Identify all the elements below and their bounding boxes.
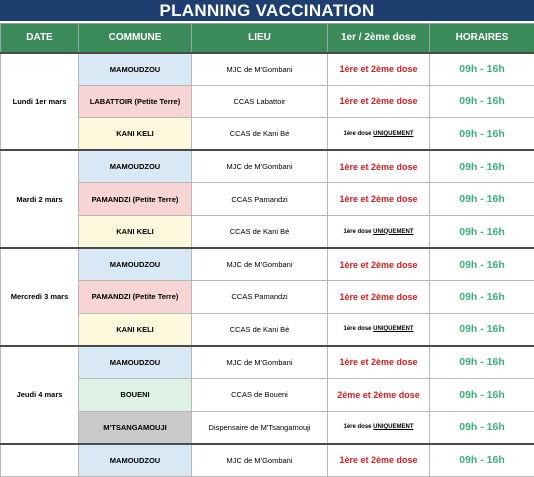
dose-cell: 1ère et 2ème dose	[328, 85, 430, 118]
lieu-cell: CCAS Labattoir	[192, 85, 328, 118]
header-commune: COMMUNE	[79, 24, 192, 53]
table-row	[1, 444, 534, 477]
table-row	[1, 183, 534, 216]
dose-prefix: 1ère dose	[343, 326, 373, 332]
table-row	[1, 85, 534, 118]
commune-cell: KANI KELI	[79, 118, 192, 151]
table-row	[1, 215, 534, 248]
date-cell: Jeudi 4 mars	[1, 346, 79, 444]
dose-cell	[328, 411, 430, 444]
lieu-cell: MJC de M'Gombani	[192, 444, 328, 477]
commune-cell: LABATTOIR (Petite Terre)	[79, 85, 192, 118]
lieu-cell: MJC de M'Gombani	[192, 248, 328, 281]
date-cell	[1, 444, 79, 477]
horaires-cell: 09h - 16h	[430, 53, 534, 86]
table-header-row	[1, 24, 534, 53]
horaires-cell: 09h - 16h	[430, 313, 534, 346]
table-row	[1, 53, 534, 86]
dose-cell: 1ère et 2ème dose	[328, 150, 430, 183]
table-row	[1, 150, 534, 183]
horaires-cell: 09h - 16h	[430, 281, 534, 314]
dose-uniquement: UNIQUEMENT	[373, 131, 413, 137]
lieu-cell: CCAS de Kani Bé	[192, 313, 328, 346]
commune-cell: MAMOUDZOU	[79, 444, 192, 477]
horaires-cell: 09h - 16h	[430, 411, 534, 444]
dose-uniquement: UNIQUEMENT	[373, 424, 413, 430]
lieu-cell: MJC de M'Gombani	[192, 346, 328, 379]
date-cell: Mercredi 3 mars	[1, 248, 79, 346]
lieu-cell: CCAS Pamandzi	[192, 183, 328, 216]
commune-cell: MAMOUDZOU	[79, 248, 192, 281]
dose-cell	[328, 215, 430, 248]
date-cell: Lundi 1er mars	[1, 53, 79, 151]
dose-uniquement: UNIQUEMENT	[373, 326, 413, 332]
lieu-cell: CCAS Pamandzi	[192, 281, 328, 314]
header-date: DATE	[1, 24, 79, 53]
lieu-cell: CCAS de Boueni	[192, 378, 328, 411]
lieu-cell: MJC de M'Gombani	[192, 53, 328, 86]
page-title: PLANNING VACCINATION	[0, 0, 534, 21]
dose-cell: 2ème et 2ème dose	[328, 378, 430, 411]
lieu-cell: MJC de M'Gombani	[192, 150, 328, 183]
vaccination-schedule-table	[0, 23, 534, 477]
lieu-cell: CCAS de Kani Bé	[192, 118, 328, 151]
dose-cell: 1ère et 2ème dose	[328, 346, 430, 379]
commune-cell: BOUENI	[79, 378, 192, 411]
table-row	[1, 411, 534, 444]
table-row	[1, 248, 534, 281]
dose-cell: 1ère et 2ème dose	[328, 183, 430, 216]
horaires-cell: 09h - 16h	[430, 85, 534, 118]
header-dose: 1er / 2ème dose	[328, 24, 430, 53]
commune-cell: KANI KELI	[79, 313, 192, 346]
dose-cell	[328, 313, 430, 346]
dose-prefix: 1ère dose	[343, 131, 373, 137]
dose-prefix: 1ère dose	[343, 229, 373, 235]
horaires-cell: 09h - 16h	[430, 215, 534, 248]
table-row	[1, 118, 534, 151]
horaires-cell: 09h - 16h	[430, 150, 534, 183]
dose-cell: 1ère et 2ème dose	[328, 53, 430, 86]
dose-cell: 1ère et 2ème dose	[328, 281, 430, 314]
horaires-cell: 09h - 16h	[430, 378, 534, 411]
commune-cell: MAMOUDZOU	[79, 346, 192, 379]
horaires-cell: 09h - 16h	[430, 118, 534, 151]
dose-uniquement: UNIQUEMENT	[373, 229, 413, 235]
commune-cell: M'TSANGAMOUJI	[79, 411, 192, 444]
horaires-cell: 09h - 16h	[430, 183, 534, 216]
commune-cell: PAMANDZI (Petite Terre)	[79, 183, 192, 216]
commune-cell: MAMOUDZOU	[79, 53, 192, 86]
date-cell: Mardi 2 mars	[1, 150, 79, 248]
horaires-cell: 09h - 16h	[430, 444, 534, 477]
commune-cell: MAMOUDZOU	[79, 150, 192, 183]
horaires-cell: 09h - 16h	[430, 346, 534, 379]
lieu-cell: Dispensaire de M'Tsangamouji	[192, 411, 328, 444]
lieu-cell: CCAS de Kani Bé	[192, 215, 328, 248]
table-row	[1, 281, 534, 314]
dose-cell: 1ère et 2ème dose	[328, 444, 430, 477]
commune-cell: PAMANDZI (Petite Terre)	[79, 281, 192, 314]
commune-cell: KANI KELI	[79, 215, 192, 248]
dose-cell: 1ère et 2ème dose	[328, 248, 430, 281]
table-row	[1, 346, 534, 379]
header-lieu: LIEU	[192, 24, 328, 53]
dose-cell	[328, 118, 430, 151]
table-row	[1, 378, 534, 411]
horaires-cell: 09h - 16h	[430, 248, 534, 281]
header-horaires: HORAIRES	[430, 24, 534, 53]
table-row	[1, 313, 534, 346]
dose-prefix: 1ère dose	[343, 424, 373, 430]
